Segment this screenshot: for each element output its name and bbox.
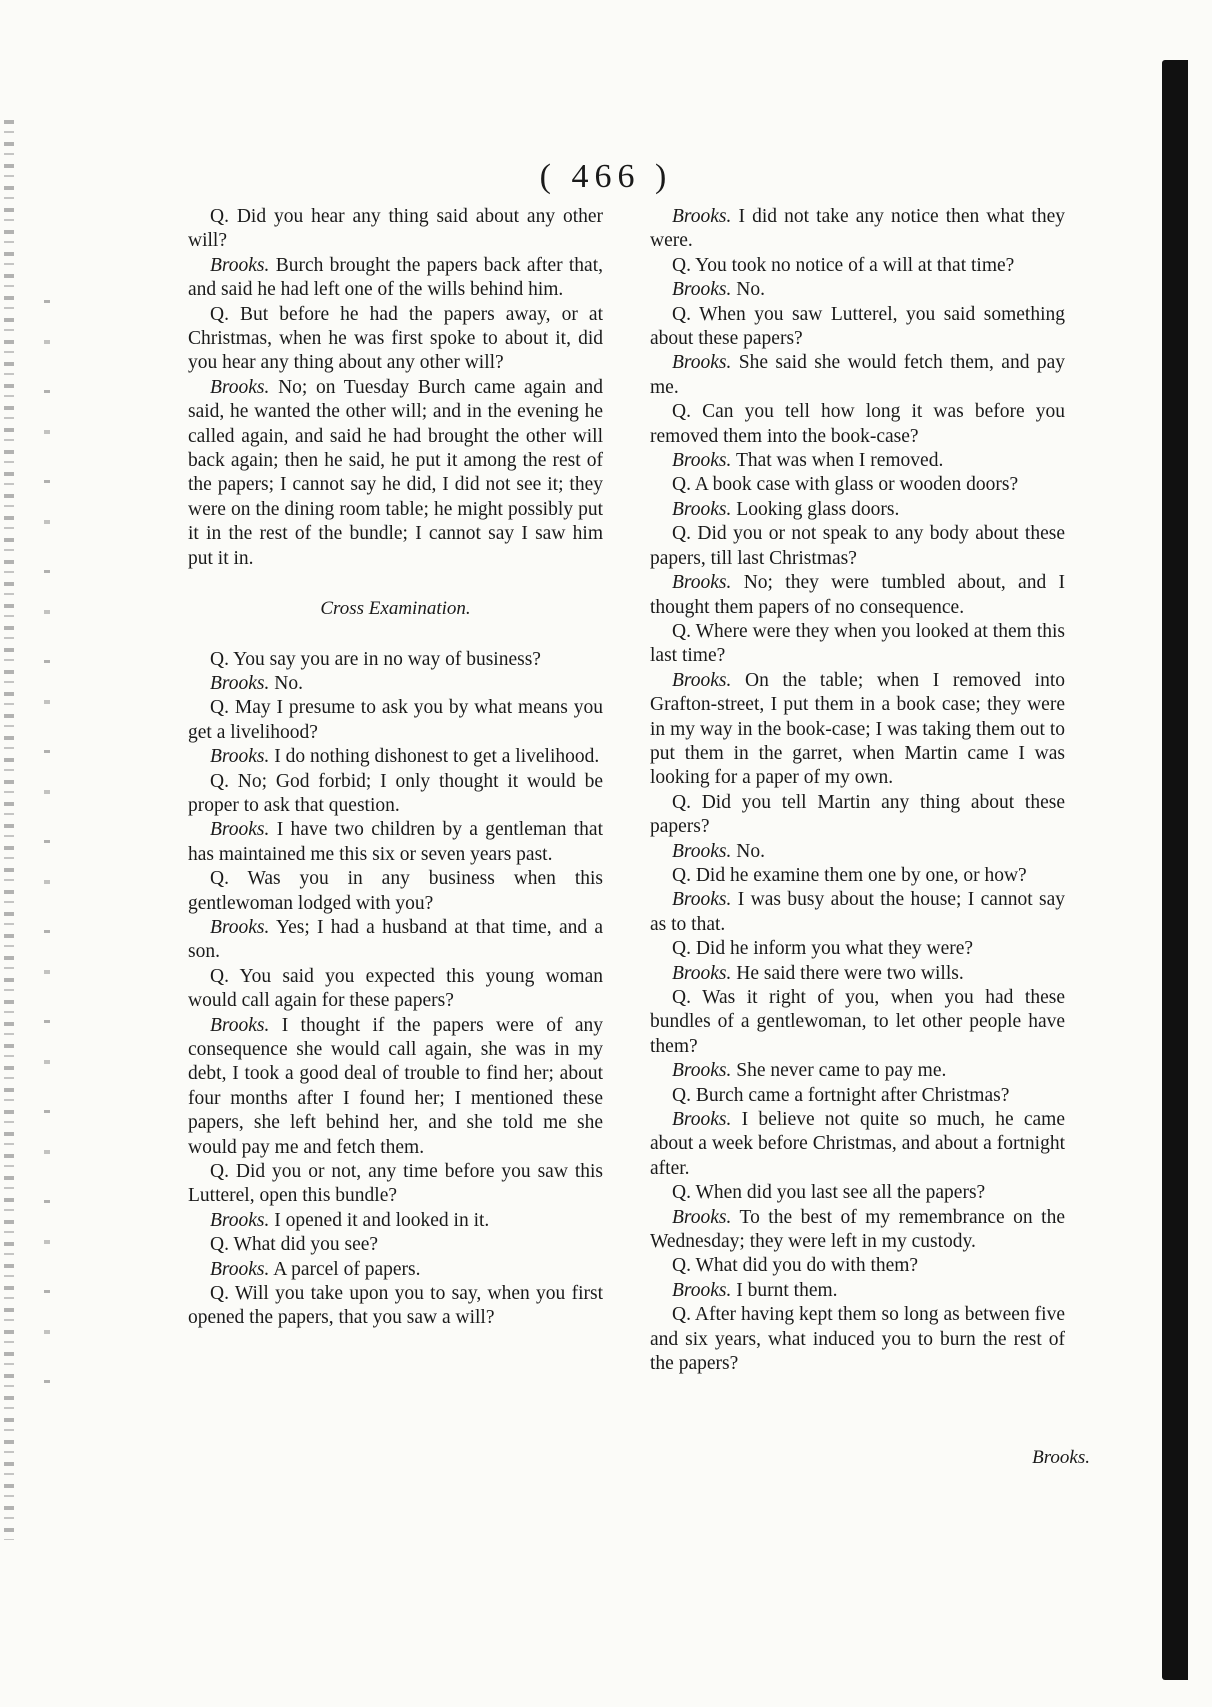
dialogue-text: What did you do with them? bbox=[695, 1255, 919, 1277]
speaker-label: Q. bbox=[210, 206, 229, 227]
speaker-label: Q. bbox=[210, 648, 229, 670]
dialogue-paragraph bbox=[650, 205, 1065, 254]
dialogue-text: I was busy about the house; I cannot say as to that. bbox=[650, 889, 1066, 935]
speaker-label: Brooks. bbox=[210, 916, 270, 938]
dialogue-paragraph bbox=[650, 498, 1065, 522]
dialogue-text: Burch came a fortnight after Christmas? bbox=[695, 1084, 1010, 1106]
book-spine-edge bbox=[1162, 60, 1188, 1680]
dialogue-text: Did you tell Martin any thing about these papers? bbox=[650, 791, 1065, 838]
speaker-label: Q. bbox=[672, 254, 691, 276]
speaker-label: Q. bbox=[672, 401, 691, 423]
speaker-label: Q. bbox=[210, 1234, 229, 1256]
dialogue-text: No; God forbid; I only thought it would be proper to ask that question. bbox=[188, 770, 603, 816]
dialogue-text: Yes; I had a husband at that time, and a son. bbox=[188, 916, 604, 963]
left-column bbox=[188, 205, 603, 1331]
page-gutter-shadow bbox=[4, 120, 14, 1540]
dialogue-paragraph bbox=[188, 254, 603, 303]
dialogue-text: I did not take any notice then what they were. bbox=[650, 206, 1065, 252]
page-number: ( 466 ) bbox=[539, 158, 673, 195]
speaker-label: Brooks. bbox=[672, 206, 732, 227]
speaker-label: Brooks. bbox=[672, 1109, 732, 1131]
speaker-label: Brooks. bbox=[672, 498, 732, 520]
dialogue-paragraph bbox=[188, 376, 603, 571]
dialogue-paragraph bbox=[188, 867, 603, 916]
dialogue-paragraph bbox=[650, 986, 1065, 1059]
dialogue-paragraph bbox=[188, 303, 603, 376]
dialogue-text: You took no notice of a will at that time? bbox=[695, 254, 1015, 276]
speaker-label: Brooks. bbox=[210, 1014, 270, 1036]
speaker-label: Brooks. bbox=[672, 450, 732, 472]
dialogue-paragraph bbox=[188, 205, 603, 254]
speaker-label: Q. bbox=[672, 938, 691, 960]
speaker-label: Brooks. bbox=[210, 254, 270, 276]
dialogue-text: Where were they when you looked at them this last time? bbox=[650, 620, 1065, 667]
right-column bbox=[650, 205, 1065, 1377]
speaker-label: Brooks. bbox=[672, 962, 732, 984]
dialogue-text: A book case with glass or wooden doors? bbox=[694, 474, 1019, 496]
speaker-label: Brooks. bbox=[672, 352, 732, 374]
dialogue-paragraph bbox=[188, 818, 603, 867]
dialogue-paragraph bbox=[188, 770, 603, 819]
dialogue-paragraph bbox=[650, 1279, 1065, 1303]
speaker-label: Brooks. bbox=[210, 1209, 270, 1231]
speaker-label: Q. bbox=[210, 303, 229, 325]
section-heading: Cross Examination. bbox=[320, 598, 471, 620]
dialogue-text: Looking glass doors. bbox=[736, 498, 900, 520]
dialogue-text: I believe not quite so much, he came about a week before Christmas, and about a fortnight after. bbox=[650, 1109, 1066, 1179]
dialogue-paragraph bbox=[650, 864, 1065, 888]
speaker-label: Brooks. bbox=[210, 672, 270, 694]
catchword: Brooks. bbox=[1032, 1447, 1090, 1468]
speaker-label: Q. bbox=[210, 1283, 229, 1305]
speaker-label: Q. bbox=[672, 987, 691, 1008]
dialogue-paragraph bbox=[650, 473, 1065, 497]
dialogue-paragraph bbox=[650, 840, 1065, 864]
dialogue-text: But before he had the papers away, or at Christmas, when he was first spoke to about it, did you hear any thing about any other will? bbox=[188, 303, 603, 374]
dialogue-text: What did you see? bbox=[233, 1234, 379, 1256]
dialogue-text: Did he inform you what they were? bbox=[695, 938, 974, 960]
speaker-label: Q. bbox=[672, 303, 691, 325]
dialogue-paragraph bbox=[650, 1254, 1065, 1278]
dialogue-paragraph bbox=[650, 522, 1065, 571]
dialogue-paragraph bbox=[188, 1160, 603, 1209]
speaker-label: Brooks. bbox=[210, 819, 270, 841]
dialogue-paragraph bbox=[188, 745, 603, 769]
speaker-label: Brooks. bbox=[672, 1279, 732, 1301]
dialogue-paragraph bbox=[650, 400, 1065, 449]
dialogue-text: No; on Tuesday Burch came again and said, he wanted the other will; and in the evening he called again, and said he had brought the other will back again; then he said, he put it among the rest of the papers; I cannot say he did, I did not see it; they were on the dining room table; he might possibly put it in the rest of the bundle; I cannot say I saw him put it in. bbox=[188, 376, 603, 569]
dialogue-text: To the best of my remembrance on the Wednesday; they were left in my custody. bbox=[650, 1206, 1065, 1253]
speaker-label: Q. bbox=[210, 697, 229, 719]
dialogue-paragraph bbox=[650, 1059, 1065, 1083]
dialogue-text: No. bbox=[736, 279, 765, 301]
dialogue-paragraph bbox=[188, 696, 603, 745]
dialogue-text: No. bbox=[736, 840, 765, 862]
dialogue-text: I opened it and looked in it. bbox=[274, 1209, 490, 1231]
dialogue-text: You said you expected this young woman would call again for these papers? bbox=[188, 965, 603, 1012]
dialogue-paragraph bbox=[650, 791, 1065, 840]
dialogue-paragraph bbox=[650, 1108, 1065, 1181]
dialogue-text: Did he examine them one by one, or how? bbox=[695, 864, 1027, 886]
dialogue-paragraph bbox=[188, 965, 603, 1014]
page-gutter-marks bbox=[44, 300, 50, 1400]
dialogue-text: Will you take upon you to say, when you first opened the papers, that you saw a will? bbox=[188, 1283, 603, 1329]
speaker-label: Q. bbox=[672, 1304, 691, 1326]
dialogue-paragraph bbox=[188, 1233, 603, 1257]
dialogue-text: She said she would fetch them, and pay me. bbox=[650, 352, 1066, 398]
dialogue-text: When you saw Lutterel, you said something about these papers? bbox=[650, 303, 1065, 350]
dialogue-text: That was when I removed. bbox=[735, 450, 944, 472]
dialogue-paragraph bbox=[650, 1303, 1065, 1376]
dialogue-text: No. bbox=[274, 672, 303, 694]
dialogue-text: He said there were two wills. bbox=[736, 962, 964, 984]
dialogue-text: Did you hear any thing said about any other will? bbox=[188, 206, 604, 252]
dialogue-paragraph bbox=[650, 571, 1065, 620]
speaker-label: Brooks. bbox=[672, 279, 732, 301]
dialogue-text: After having kept them so long as between five and six years, what induced you to burn the rest of the papers? bbox=[650, 1304, 1065, 1375]
dialogue-paragraph bbox=[650, 888, 1065, 937]
dialogue-paragraph bbox=[650, 449, 1065, 473]
dialogue-paragraph bbox=[650, 962, 1065, 986]
dialogue-text: I have two children by a gentleman that has maintained me this six or seven years past. bbox=[188, 819, 604, 865]
dialogue-text: Did you or not speak to any body about these papers, till last Christmas? bbox=[650, 523, 1066, 569]
dialogue-paragraph bbox=[650, 254, 1065, 278]
speaker-label: Brooks. bbox=[672, 840, 732, 862]
dialogue-text: I burnt them. bbox=[736, 1279, 838, 1301]
dialogue-text: No; they were tumbled about, and I thought them papers of no consequence. bbox=[650, 572, 1066, 618]
speaker-label: Brooks. bbox=[672, 1206, 732, 1228]
speaker-label: Brooks. bbox=[672, 669, 732, 691]
dialogue-text: Can you tell how long it was before you removed them into the book-case? bbox=[650, 401, 1066, 447]
speaker-label: Brooks. bbox=[210, 1258, 270, 1280]
dialogue-paragraph bbox=[188, 1014, 603, 1160]
dialogue-paragraph bbox=[650, 278, 1065, 302]
speaker-label: Q. bbox=[210, 770, 229, 792]
dialogue-text: Was you in any business when this gentlewoman lodged with you? bbox=[188, 868, 603, 914]
dialogue-paragraph bbox=[650, 1206, 1065, 1255]
dialogue-text: You say you are in no way of business? bbox=[233, 648, 541, 670]
dialogue-paragraph bbox=[650, 351, 1065, 400]
dialogue-text: I thought if the papers were of any consequence she would call again, she was in my debt, I took a good deal of trouble to find her; about four months after I found her; I mentioned these papers, she left behind her, and she told me she would pay me and fetch them. bbox=[188, 1014, 603, 1158]
dialogue-paragraph bbox=[650, 620, 1065, 669]
speaker-label: Q. bbox=[210, 965, 229, 987]
dialogue-text: Burch brought the papers back after that, and said he had left one of the wills behind him. bbox=[188, 254, 603, 301]
dialogue-text: Did you or not, any time before you saw this Lutterel, open this bundle? bbox=[188, 1161, 604, 1207]
speaker-label: Brooks. bbox=[672, 889, 732, 911]
dialogue-paragraph bbox=[188, 1258, 603, 1282]
speaker-label: Brooks. bbox=[210, 376, 270, 398]
dialogue-paragraph bbox=[188, 1209, 603, 1233]
dialogue-text: I do nothing dishonest to get a livelihood. bbox=[274, 746, 600, 768]
speaker-label: Q. bbox=[672, 864, 691, 886]
dialogue-text: When did you last see all the papers? bbox=[695, 1182, 986, 1204]
dialogue-paragraph bbox=[188, 1282, 603, 1331]
speaker-label: Q. bbox=[672, 474, 691, 496]
dialogue-paragraph bbox=[650, 937, 1065, 961]
speaker-label: Brooks. bbox=[672, 1060, 732, 1082]
dialogue-text: May I presume to ask you by what means you get a livelihood? bbox=[188, 697, 603, 743]
dialogue-paragraph bbox=[188, 648, 603, 672]
dialogue-paragraph bbox=[650, 669, 1065, 791]
dialogue-text: She never came to pay me. bbox=[736, 1060, 947, 1082]
dialogue-paragraph bbox=[650, 1181, 1065, 1205]
speaker-label: Q. bbox=[672, 1182, 691, 1204]
speaker-label: Q. bbox=[210, 1161, 229, 1183]
speaker-label: Q. bbox=[672, 791, 691, 813]
speaker-label: Brooks. bbox=[672, 572, 732, 594]
speaker-label: Q. bbox=[210, 868, 229, 890]
dialogue-paragraph bbox=[188, 916, 603, 965]
dialogue-text: Was it right of you, when you had these bundles of a gentlewoman, to let other people have them? bbox=[650, 987, 1065, 1057]
speaker-label: Q. bbox=[672, 620, 691, 642]
dialogue-paragraph bbox=[650, 1084, 1065, 1108]
speaker-label: Q. bbox=[672, 523, 691, 545]
speaker-label: Brooks. bbox=[210, 746, 270, 768]
dialogue-text: A parcel of papers. bbox=[273, 1258, 421, 1280]
speaker-label: Q. bbox=[672, 1084, 691, 1106]
speaker-label: Q. bbox=[672, 1255, 691, 1277]
dialogue-paragraph bbox=[188, 672, 603, 696]
dialogue-text: On the table; when I removed into Grafton-street, I put them in a book case; they were in my way in the book-case; I was taking them out to put them in the garret, when Martin came I was looking for a paper of my own. bbox=[650, 669, 1065, 789]
dialogue-paragraph bbox=[650, 303, 1065, 352]
